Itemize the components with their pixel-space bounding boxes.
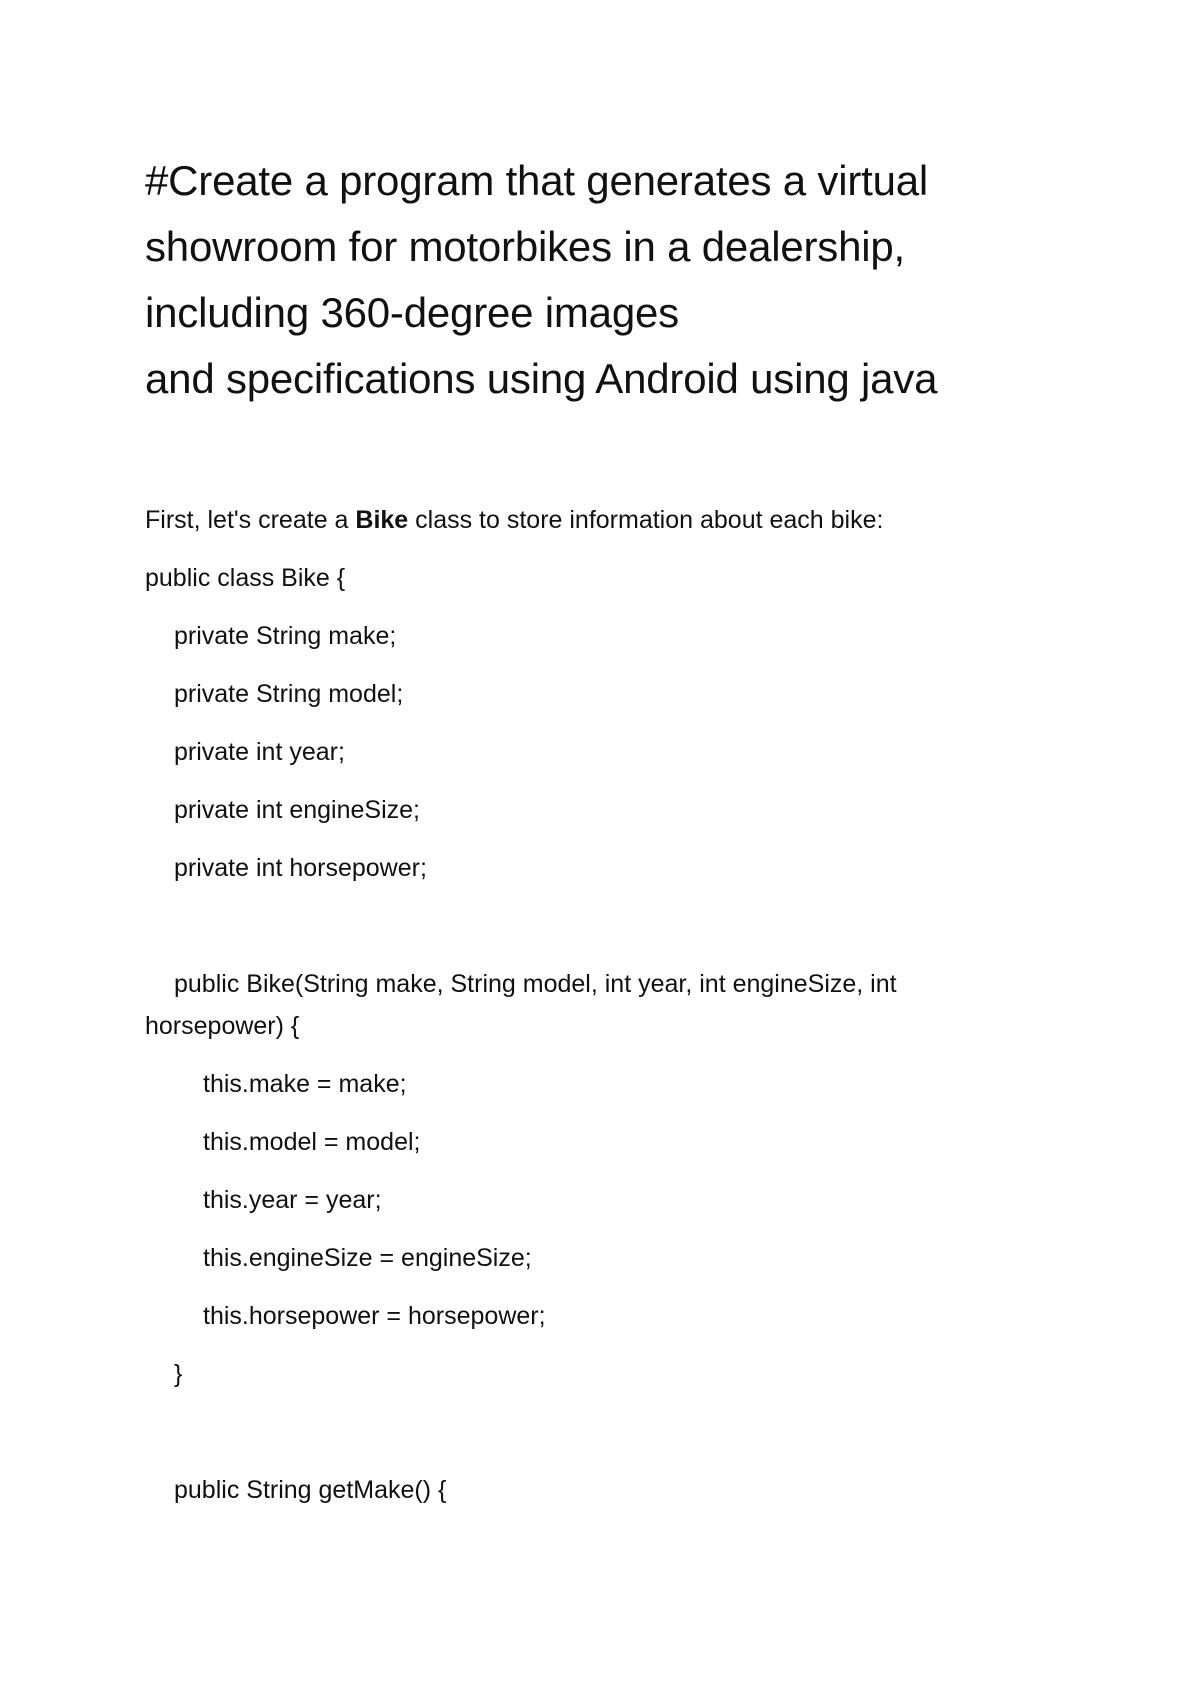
code-constructor-signature-continued: horsepower) { <box>145 1012 300 1040</box>
code-assign-horsepower: this.horsepower = horsepower; <box>203 1302 546 1330</box>
code-field-year: private int year; <box>174 738 345 766</box>
code-class-declaration: public class Bike { <box>145 564 346 592</box>
intro-text-before: First, let's create a <box>145 506 356 534</box>
code-get-make-method: public String getMake() { <box>174 1476 447 1504</box>
intro-text-after: class to store information about each bike: <box>408 506 884 534</box>
code-constructor-signature: public Bike(String make, String model, int year, int engineSize, int <box>174 970 897 998</box>
intro-class-name: Bike <box>355 506 409 534</box>
title-line-1: #Create a program that generates a virtual <box>145 157 929 204</box>
intro-paragraph <box>145 502 883 538</box>
page-title <box>145 148 1105 412</box>
code-assign-engine-size: this.engineSize = engineSize; <box>203 1244 532 1272</box>
code-assign-make: this.make = make; <box>203 1070 407 1098</box>
code-field-horsepower: private int horsepower; <box>174 854 427 882</box>
title-line-4: and specifications using Android using java <box>145 355 938 402</box>
code-assign-year: this.year = year; <box>203 1186 382 1214</box>
code-field-make: private String make; <box>174 622 397 650</box>
code-constructor-close: } <box>174 1360 183 1388</box>
code-field-model: private String model; <box>174 680 404 708</box>
title-line-3: including 360-degree images <box>145 289 679 336</box>
code-field-engine-size: private int engineSize; <box>174 796 420 824</box>
code-assign-model: this.model = model; <box>203 1128 421 1156</box>
title-line-2: showroom for motorbikes in a dealership, <box>145 223 906 270</box>
